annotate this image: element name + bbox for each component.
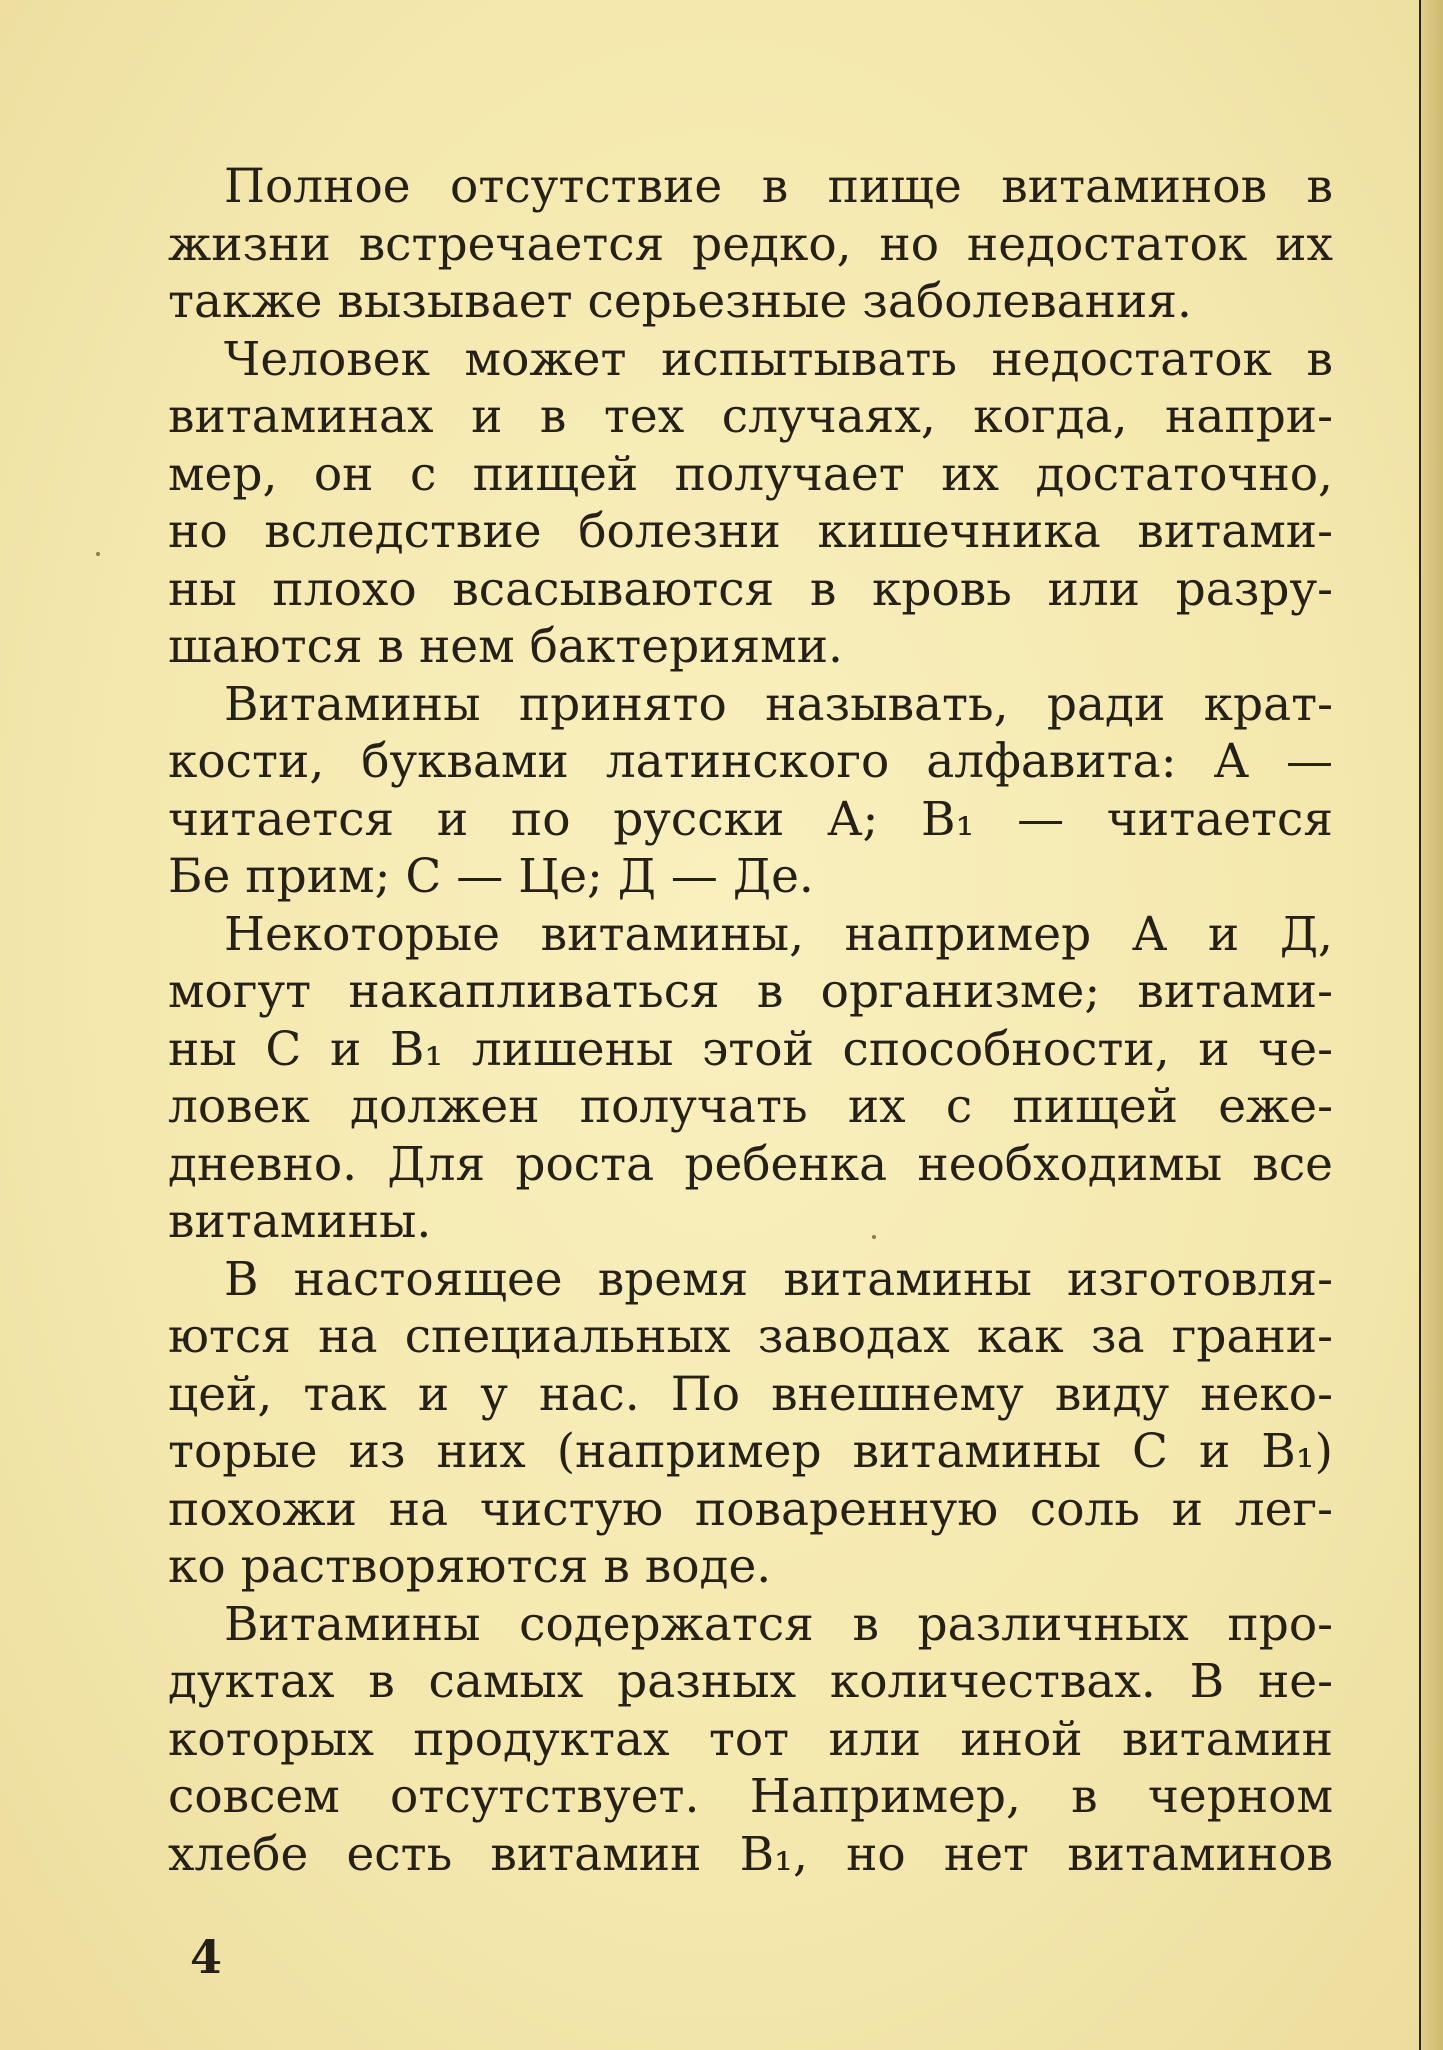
text-line: хлебе есть витамин В₁, но нет витаминов [168, 1826, 1333, 1882]
text-line: Витамины содержатся в различных про- [224, 1596, 1333, 1652]
text-line: ны плохо всасываются в кровь или разру- [168, 561, 1333, 617]
text-line: шаются в нем бактериями. [168, 619, 843, 674]
text-line: ны С и В₁ лишены этой способности, и че- [168, 1021, 1333, 1077]
text-line: также вызывает серьезные заболевания. [168, 274, 1192, 329]
text-line: Бе прим; С — Це; Д — Де. [168, 849, 814, 904]
paragraph-1 [168, 158, 1333, 331]
paragraph-2 [168, 331, 1333, 676]
paragraph-6 [168, 1596, 1333, 1884]
text-line: кости, буквами латинского алфавита: А — [168, 734, 1333, 789]
text-line: читается и по русски А; В₁ — читается [168, 791, 1333, 847]
text-line: торые из них (например витамины С и В₁) [168, 1424, 1333, 1479]
body-text [168, 158, 1333, 1883]
paper-speck [96, 552, 100, 556]
text-line: которых продуктах тот или иной витамин [168, 1711, 1333, 1767]
text-line: витаминах и в тех случаях, когда, напри- [168, 389, 1333, 444]
text-line: ловек должен получать их с пищей еже- [168, 1079, 1333, 1134]
text-line: цей, так и у нас. По внешнему виду неко- [168, 1366, 1333, 1422]
text-line: похожи на чистую поваренную соль и лег- [168, 1481, 1333, 1537]
text-line: Витамины принято называть, ради крат- [224, 676, 1333, 732]
page-number: 4 [190, 1930, 223, 1984]
text-line: жизни встречается редко, но недостаток их [168, 216, 1333, 272]
text-line: Некоторые витамины, например А и Д, [224, 906, 1333, 962]
paper-speck [872, 1235, 876, 1239]
text-line: мер, он с пищей получает их достаточно, [168, 446, 1333, 502]
text-line: Человек может испытывать недостаток в [224, 331, 1333, 387]
page-edge [1419, 0, 1443, 2050]
paragraph-4 [168, 906, 1333, 1251]
text-line: витамины. [168, 1194, 432, 1249]
text-line: Полное отсутствие в пище витаминов в [224, 159, 1333, 214]
paragraph-5 [168, 1251, 1333, 1596]
text-line: ются на специальных заводах как за грани- [168, 1309, 1333, 1364]
text-line: В настоящее время витамины изготовля- [224, 1251, 1333, 1307]
text-line: но вследствие болезни кишечника витами- [168, 504, 1333, 559]
text-line: ко растворяются в воде. [168, 1539, 772, 1594]
text-line: могут накапливаться в организме; витами- [168, 964, 1333, 1019]
text-line: совсем отсутствует. Например, в черном [168, 1769, 1333, 1824]
text-line: дуктах в самых разных количествах. В не- [168, 1654, 1333, 1709]
paragraph-3 [168, 676, 1333, 906]
text-line: дневно. Для роста ребенка необходимы все [168, 1136, 1333, 1192]
